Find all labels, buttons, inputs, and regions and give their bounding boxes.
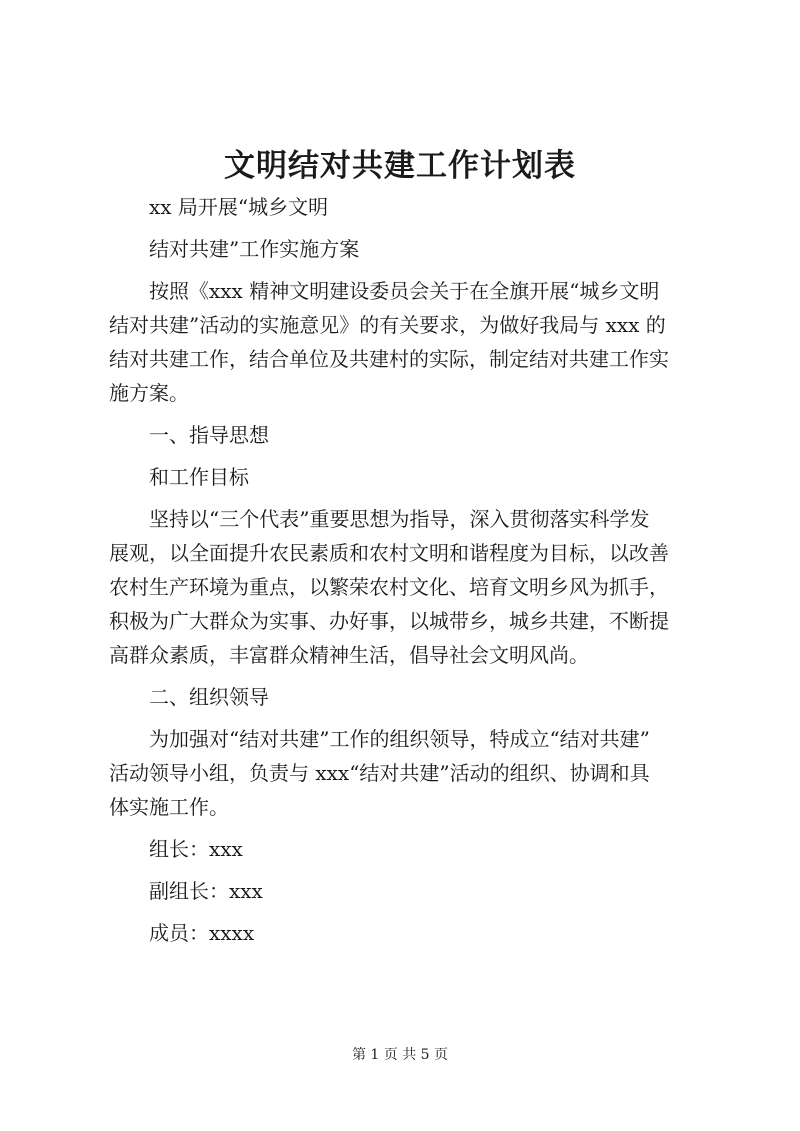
text-line: xx 局开展“城乡文明 (149, 195, 329, 219)
paragraph (109, 874, 705, 908)
section-heading (109, 418, 705, 452)
document-title: 文明结对共建工作计划表 (224, 148, 576, 184)
text-line: 施方案。 (109, 381, 189, 405)
text-line: 副组长：xxx (149, 879, 263, 903)
text-line: 体实施工作。 (109, 795, 229, 819)
text-line: 组长：xxx (149, 837, 243, 861)
paragraph (109, 190, 705, 224)
paragraph (109, 502, 705, 672)
text-line: 一、指导思想 (149, 423, 269, 447)
text-line: 为加强对“结对共建”工作的组织领导，特成立“结对共建” (149, 727, 650, 751)
text-line: 和工作目标 (149, 465, 249, 489)
text-line: 成员：xxxx (149, 921, 255, 945)
page-footer: 第 1 页 共 5 页 (351, 1047, 449, 1063)
paragraph (109, 722, 705, 824)
text-line: 农村生产环境为重点，以繁荣农村文化、培育文明乡风为抓手， (109, 575, 669, 599)
text-line: 展观，以全面提升农民素质和农村文明和谐程度为目标，以改善 (109, 541, 669, 565)
text-line: 活动领导小组，负责与 xxx“结对共建”活动的组织、协调和具 (109, 761, 650, 785)
paragraph (109, 460, 705, 494)
paragraph (109, 274, 705, 410)
document-body (109, 190, 705, 950)
paragraph (109, 832, 705, 866)
paragraph (109, 916, 705, 950)
text-line: 按照《xxx 精神文明建设委员会关于在全旗开展“城乡文明 (149, 279, 660, 303)
text-line: 结对共建”工作实施方案 (149, 237, 360, 261)
text-line: 结对共建”活动的实施意见》的有关要求，为做好我局与 xxx 的 (109, 313, 666, 337)
text-line: 积极为广大群众为实事、办好事，以城带乡，城乡共建，不断提 (109, 609, 669, 633)
paragraph (109, 232, 705, 266)
section-heading (109, 680, 705, 714)
text-line: 高群众素质，丰富群众精神生活，倡导社会文明风尚。 (109, 643, 589, 667)
text-line: 坚持以“三个代表”重要思想为指导，深入贯彻落实科学发 (149, 507, 650, 531)
text-line: 结对共建工作，结合单位及共建村的实际，制定结对共建工作实 (109, 347, 669, 371)
text-line: 二、组织领导 (149, 685, 269, 709)
